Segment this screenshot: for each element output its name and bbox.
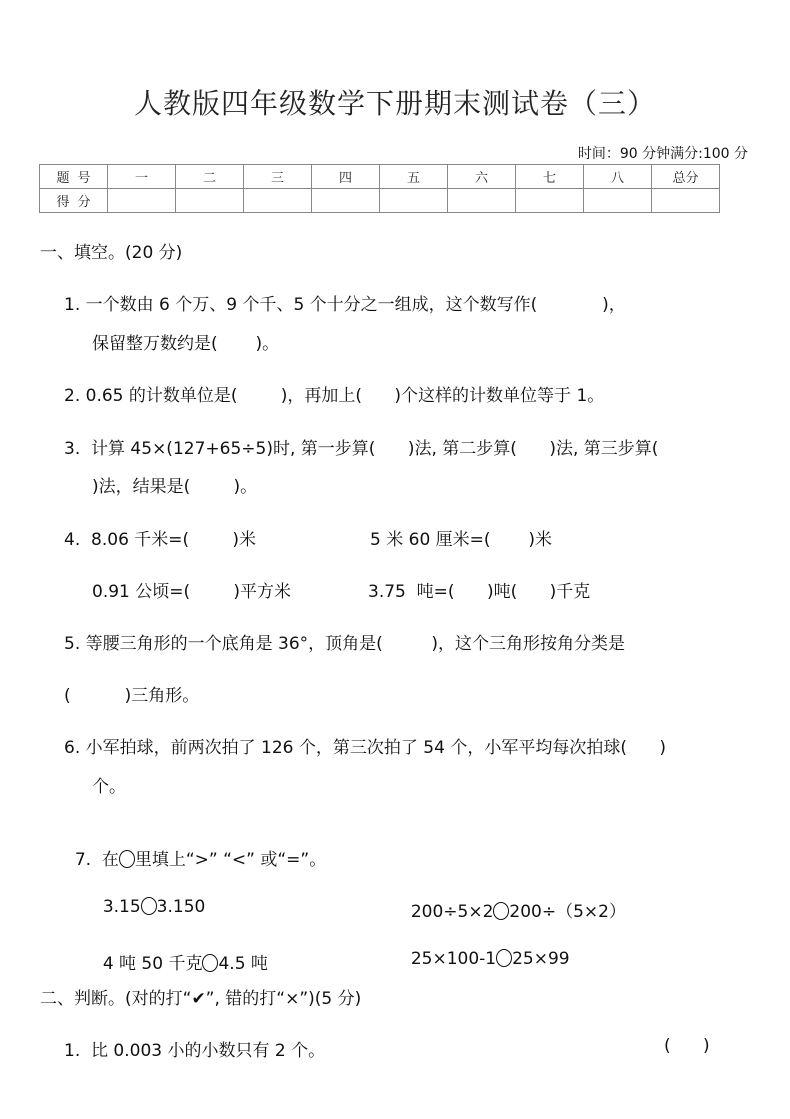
- section-1-heading: 一、填空。(20 分): [40, 243, 183, 263]
- comparison-left: 200÷5×2: [410, 902, 494, 922]
- score-cell-1[interactable]: [108, 189, 176, 213]
- comparison-circle-icon[interactable]: [493, 902, 509, 920]
- comparison-circle-icon[interactable]: [202, 954, 218, 972]
- question-1-7-suffix: 里填上“>” “<” 或“=”。: [134, 850, 327, 870]
- question-1-6-line-1: 6. 小军拍球，前两次拍了 126 个，第三次拍了 54 个，小军平均每次拍球( ): [64, 738, 667, 758]
- score-table: [39, 164, 720, 213]
- score-cell-total[interactable]: [652, 189, 720, 213]
- score-table-score-row: [40, 189, 720, 213]
- question-1-6-line-2: 个。: [92, 777, 126, 797]
- question-2-1: 1. 比 0.003 小的小数只有 2 个。: [64, 1041, 326, 1061]
- col-header-2: 二: [176, 165, 244, 189]
- col-header-4: 四: [312, 165, 380, 189]
- question-1-2: 2. 0.65 的计数单位是( )，再加上( )个这样的计数单位等于 1。: [64, 386, 605, 406]
- exam-title: 人教版四年级数学下册期末测试卷（三）: [133, 87, 656, 120]
- score-table-header-row: [40, 165, 720, 189]
- score-cell-5[interactable]: [380, 189, 448, 213]
- comparison-circle-icon[interactable]: [496, 949, 512, 967]
- comparison-right: 4.5 吨: [218, 954, 268, 974]
- question-1-3-line-2: )法，结果是( )。: [92, 477, 258, 497]
- question-1-4-item-b: 5 米 60 厘米=( )米: [370, 530, 552, 550]
- question-1-4-item-c: 0.91 公顷=( )平方米: [92, 582, 291, 602]
- col-header-6: 六: [448, 165, 516, 189]
- question-1-1-line-1: 1. 一个数由 6 个万、9 个千、5 个十分之一组成，这个数写作( )，: [64, 295, 626, 315]
- comparison-left: 25×100-1: [410, 949, 497, 969]
- comparison-item-2: [400, 877, 626, 922]
- question-1-1-line-2: 保留整万数约是( )。: [92, 334, 280, 354]
- row-label-question-number: 题号: [40, 165, 108, 189]
- comparison-right: 3.150: [156, 897, 206, 917]
- question-1-7-instruction: [64, 825, 326, 870]
- question-2-1-answer-blank[interactable]: ( ): [664, 1036, 710, 1056]
- comparison-item-4: [400, 929, 570, 969]
- score-cell-2[interactable]: [176, 189, 244, 213]
- col-header-7: 七: [516, 165, 584, 189]
- col-header-5: 五: [380, 165, 448, 189]
- question-1-5-line-2: ( )三角形。: [64, 686, 200, 706]
- question-1-4-item-a: 4. 8.06 千米=( )米: [64, 530, 257, 550]
- row-label-score: 得分: [40, 189, 108, 213]
- col-header-total: 总分: [652, 165, 720, 189]
- comparison-circle-icon: [119, 850, 135, 868]
- comparison-circle-icon[interactable]: [141, 897, 157, 915]
- comparison-item-1: [92, 877, 205, 917]
- question-1-4-item-d: 3.75 吨=( )吨( )千克: [368, 582, 591, 602]
- score-cell-3[interactable]: [244, 189, 312, 213]
- section-2-heading: 二、判断。(对的打“✔”, 错的打“×”)(5 分): [40, 989, 362, 1009]
- comparison-item-3: [92, 929, 268, 974]
- comparison-right: 200÷（5×2）: [509, 902, 626, 922]
- question-1-7-prefix: 7. 在: [74, 850, 119, 870]
- question-1-3-line-1: 3. 计算 45×(127+65÷5)时, 第一步算( )法, 第二步算( )法, 第三步算(: [64, 439, 659, 459]
- col-header-3: 三: [244, 165, 312, 189]
- comparison-left: 3.15: [102, 897, 141, 917]
- comparison-right: 25×99: [512, 949, 570, 969]
- score-cell-7[interactable]: [516, 189, 584, 213]
- comparison-left: 4 吨 50 千克: [102, 954, 203, 974]
- col-header-1: 一: [108, 165, 176, 189]
- score-cell-6[interactable]: [448, 189, 516, 213]
- score-cell-4[interactable]: [312, 189, 380, 213]
- question-1-5-line-1: 5. 等腰三角形的一个底角是 36°，顶角是( )，这个三角形按角分类是: [64, 634, 626, 654]
- score-cell-8[interactable]: [584, 189, 652, 213]
- exam-time-and-score: 时间：90 分钟满分:100 分: [577, 146, 748, 162]
- col-header-8: 八: [584, 165, 652, 189]
